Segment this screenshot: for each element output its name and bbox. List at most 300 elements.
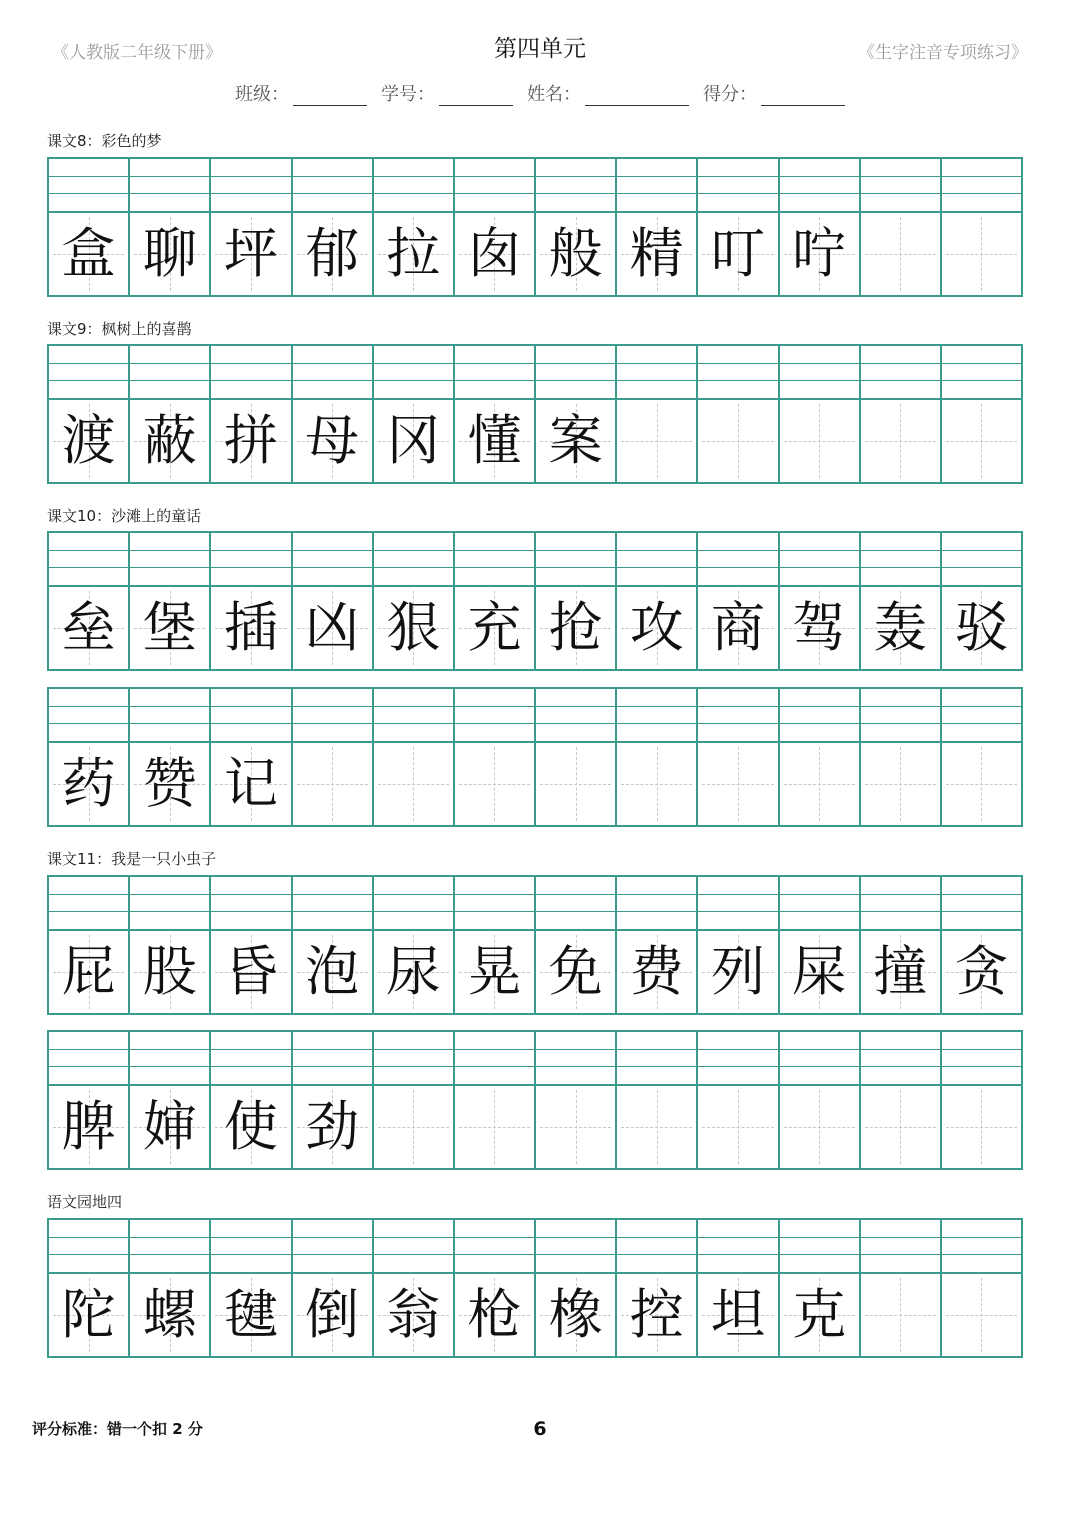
pinyin-lines[interactable] [780,533,859,587]
character-box [211,1274,290,1356]
character-box [942,1274,1021,1356]
pinyin-lines[interactable] [617,1220,696,1274]
character-box [455,931,534,1013]
character: 控 [629,1283,684,1346]
character: 费 [629,940,684,1003]
score-blank[interactable] [761,87,845,106]
grid-cell [372,346,453,482]
writing-grid [47,157,1023,297]
character-box [617,213,696,295]
character-box [617,743,696,825]
character-box [617,1274,696,1356]
grid-cell [372,1032,453,1168]
character: 垒 [61,596,116,659]
grid-cell [209,1032,290,1168]
grid-cell [49,1032,128,1168]
pinyin-lines[interactable] [374,159,453,213]
grid-cell [372,877,453,1013]
character: 昏 [223,940,278,1003]
grid-cell [778,877,859,1013]
info-bar [0,80,1080,106]
character: 攻 [629,596,684,659]
pinyin-lines[interactable] [780,877,859,931]
section-label: 课文8：彩色的梦 [47,132,162,150]
pinyin-lines[interactable] [617,533,696,587]
character-box [49,931,128,1013]
character-box [861,213,940,295]
character-box [374,213,453,295]
character: 精 [629,222,684,285]
grid-cell [778,689,859,825]
grid-cell [696,877,777,1013]
character-box [130,400,209,482]
character-box [861,587,940,669]
character: 抢 [548,596,603,659]
grid-cell [534,877,615,1013]
pinyin-lines[interactable] [617,1032,696,1086]
grid-cell [534,689,615,825]
character: 股 [142,940,197,1003]
pinyin-lines[interactable] [698,1032,777,1086]
character: 冈 [386,409,441,472]
pinyin-lines[interactable] [698,159,777,213]
character: 案 [548,409,603,472]
pinyin-lines[interactable] [617,689,696,743]
character-box [942,400,1021,482]
grid-cell [615,1220,696,1356]
name-blank[interactable] [585,87,689,106]
character-box [455,1274,534,1356]
character: 拼 [223,409,278,472]
character-box [942,213,1021,295]
pinyin-lines[interactable] [49,533,128,587]
character-box [536,1086,615,1168]
character-box [293,931,372,1013]
pinyin-lines[interactable] [536,877,615,931]
grid-cell [209,533,290,669]
pinyin-lines[interactable] [374,533,453,587]
pinyin-lines[interactable] [861,346,940,400]
grid-cell [940,159,1021,295]
pinyin-lines[interactable] [455,159,534,213]
pinyin-lines[interactable] [780,346,859,400]
pinyin-lines[interactable] [617,877,696,931]
grid-cell [534,1220,615,1356]
pinyin-lines[interactable] [536,1220,615,1274]
grid-cell [453,689,534,825]
character-box [49,213,128,295]
grid-cell [940,533,1021,669]
pinyin-lines[interactable] [617,346,696,400]
pinyin-lines[interactable] [211,159,290,213]
character: 渡 [61,409,116,472]
pinyin-lines[interactable] [455,346,534,400]
character: 翁 [386,1283,441,1346]
character-box [374,587,453,669]
pinyin-lines[interactable] [698,1220,777,1274]
pinyin-lines[interactable] [698,346,777,400]
name-field [527,80,689,106]
pinyin-lines[interactable] [293,1220,372,1274]
character-box [780,743,859,825]
grid-cell [291,877,372,1013]
character: 商 [710,596,765,659]
grid-cell [453,159,534,295]
grid-cell [291,1032,372,1168]
character: 橡 [548,1283,603,1346]
character: 驳 [954,596,1009,659]
grid-cell [453,533,534,669]
character-box [698,1086,777,1168]
character-box [780,1274,859,1356]
class-blank[interactable] [293,87,367,106]
grid-cell [372,1220,453,1356]
header-right: 《生字注音专项练习》 [858,43,1028,63]
pinyin-lines[interactable] [293,689,372,743]
character: 叮 [710,222,765,285]
pinyin-lines[interactable] [780,1220,859,1274]
pinyin-lines[interactable] [536,159,615,213]
character-box [293,1274,372,1356]
character-box [536,931,615,1013]
pinyin-lines[interactable] [698,877,777,931]
pinyin-lines[interactable] [130,877,209,931]
character: 母 [305,409,360,472]
pinyin-lines[interactable] [293,1032,372,1086]
writing-grid [47,1030,1023,1170]
character: 插 [223,596,278,659]
grid-cell [291,1220,372,1356]
pinyin-lines[interactable] [374,1032,453,1086]
character-box [698,931,777,1013]
grid-cell [49,689,128,825]
character-box [861,1274,940,1356]
pinyin-lines[interactable] [130,346,209,400]
pinyin-lines[interactable] [49,159,128,213]
pinyin-lines[interactable] [49,877,128,931]
character-box [617,1086,696,1168]
pinyin-lines[interactable] [49,1220,128,1274]
writing-grid [47,875,1023,1015]
pinyin-lines[interactable] [942,689,1021,743]
pinyin-lines[interactable] [942,1032,1021,1086]
pinyin-lines[interactable] [942,1220,1021,1274]
pinyin-lines[interactable] [455,689,534,743]
grid-cell [615,1032,696,1168]
character-box [861,400,940,482]
character: 撞 [873,940,928,1003]
grid-cell [859,346,940,482]
section-label: 课文10：沙滩上的童话 [47,507,202,525]
pinyin-lines[interactable] [455,1220,534,1274]
pinyin-lines[interactable] [698,689,777,743]
character: 咛 [792,222,847,285]
character-box [374,400,453,482]
pinyin-lines[interactable] [698,533,777,587]
character-box [861,931,940,1013]
grid-cell [49,1220,128,1356]
section-label: 课文9：枫树上的喜鹊 [47,320,192,338]
pinyin-lines[interactable] [49,346,128,400]
character: 记 [223,752,278,815]
pinyin-lines[interactable] [130,533,209,587]
writing-grid [47,344,1023,484]
grid-cell [615,346,696,482]
character: 晃 [467,940,522,1003]
character: 轰 [873,596,928,659]
character-box [698,743,777,825]
grid-cell [453,1032,534,1168]
grid-cell [696,346,777,482]
grid-cell [940,877,1021,1013]
grid-cell [209,689,290,825]
grid-cell [778,346,859,482]
character-box [698,400,777,482]
grid-cell [696,533,777,669]
pinyin-lines[interactable] [293,346,372,400]
grid-cell [128,533,209,669]
grid-cell [859,877,940,1013]
character-box [293,213,372,295]
scoring-note: 评分标准：错一个扣 2 分 [32,1420,203,1438]
character: 懂 [467,409,522,472]
grid-cell [696,1220,777,1356]
character-box [130,931,209,1013]
character-box [536,400,615,482]
character: 免 [548,940,603,1003]
character-box [49,400,128,482]
pinyin-lines[interactable] [861,877,940,931]
pinyin-lines[interactable] [536,689,615,743]
pinyin-lines[interactable] [211,877,290,931]
character-box [130,1274,209,1356]
page-number: 6 [533,1418,547,1440]
character-box [698,213,777,295]
pinyin-lines[interactable] [293,877,372,931]
number-blank[interactable] [439,87,513,106]
grid-cell [128,346,209,482]
grid-cell [859,533,940,669]
character-box [293,1086,372,1168]
character-box [536,1274,615,1356]
pinyin-lines[interactable] [211,689,290,743]
grid-cell [372,533,453,669]
grid-cell [859,1032,940,1168]
grid-cell [859,689,940,825]
pinyin-lines[interactable] [130,1032,209,1086]
grid-cell [778,1220,859,1356]
pinyin-lines[interactable] [617,159,696,213]
pinyin-lines[interactable] [861,1032,940,1086]
character-box [374,743,453,825]
grid-cell [291,533,372,669]
grid-cell [534,159,615,295]
character-box [861,743,940,825]
pinyin-lines[interactable] [942,877,1021,931]
pinyin-lines[interactable] [374,1220,453,1274]
character-box [374,931,453,1013]
character-box [293,587,372,669]
character-box [617,587,696,669]
pinyin-lines[interactable] [536,346,615,400]
pinyin-lines[interactable] [942,159,1021,213]
pinyin-lines[interactable] [780,689,859,743]
character: 充 [467,596,522,659]
character: 婶 [142,1095,197,1158]
pinyin-lines[interactable] [455,1032,534,1086]
character-box [780,1086,859,1168]
writing-grid [47,531,1023,671]
character-box [211,743,290,825]
pinyin-lines[interactable] [293,533,372,587]
grid-cell [128,877,209,1013]
character-box [211,587,290,669]
character-box [617,400,696,482]
character-box [536,587,615,669]
character: 赞 [142,752,197,815]
character-box [130,1086,209,1168]
character-box [130,213,209,295]
character-box [780,931,859,1013]
pinyin-lines[interactable] [293,159,372,213]
grid-cell [534,533,615,669]
pinyin-lines[interactable] [49,689,128,743]
character: 蔽 [142,409,197,472]
character: 凶 [305,596,360,659]
number-field [381,80,513,106]
character-box [211,213,290,295]
character-box [49,587,128,669]
character-box [536,213,615,295]
grid-cell [209,159,290,295]
pinyin-lines[interactable] [211,533,290,587]
pinyin-lines[interactable] [374,877,453,931]
grid-cell [291,346,372,482]
header-left: 《人教版二年级下册》 [52,43,222,63]
pinyin-lines[interactable] [536,1032,615,1086]
pinyin-lines[interactable] [455,877,534,931]
grid-cell [209,346,290,482]
character-box [293,743,372,825]
character-box [698,1274,777,1356]
character-box [49,1274,128,1356]
pinyin-lines[interactable] [861,1220,940,1274]
character: 克 [792,1283,847,1346]
grid-cell [534,1032,615,1168]
character: 囱 [467,222,522,285]
section-label: 语文园地四 [47,1193,123,1211]
character: 坦 [710,1283,765,1346]
grid-cell [291,159,372,295]
character-box [780,213,859,295]
character: 使 [223,1095,278,1158]
pinyin-lines[interactable] [374,689,453,743]
character: 贪 [954,940,1009,1003]
character-box [130,587,209,669]
grid-cell [128,1220,209,1356]
grid-cell [372,159,453,295]
pinyin-lines[interactable] [211,1220,290,1274]
pinyin-lines[interactable] [211,1032,290,1086]
character: 狠 [386,596,441,659]
character: 枪 [467,1283,522,1346]
character: 倒 [305,1283,360,1346]
pinyin-lines[interactable] [861,159,940,213]
grid-cell [615,877,696,1013]
pinyin-lines[interactable] [861,689,940,743]
pinyin-lines[interactable] [861,533,940,587]
character: 屎 [792,940,847,1003]
pinyin-lines[interactable] [536,533,615,587]
character: 螺 [142,1283,197,1346]
character-box [49,743,128,825]
grid-cell [453,1220,534,1356]
section-label: 课文11：我是一只小虫子 [47,850,217,868]
grid-cell [49,346,128,482]
pinyin-lines[interactable] [455,533,534,587]
grid-cell [372,689,453,825]
grid-cell [534,346,615,482]
character-box [374,1274,453,1356]
pinyin-lines[interactable] [130,159,209,213]
pinyin-lines[interactable] [130,689,209,743]
character-box [455,213,534,295]
character-box [211,400,290,482]
character-box [130,743,209,825]
character: 脾 [61,1095,116,1158]
character-box [942,931,1021,1013]
pinyin-lines[interactable] [374,346,453,400]
writing-grid [47,1218,1023,1358]
character-box [455,400,534,482]
character: 劲 [305,1095,360,1158]
grid-cell [940,689,1021,825]
writing-grid [47,687,1023,827]
character-box [942,587,1021,669]
pinyin-lines[interactable] [780,1032,859,1086]
character: 泡 [305,940,360,1003]
character-box [455,587,534,669]
pinyin-lines[interactable] [942,533,1021,587]
pinyin-lines[interactable] [49,1032,128,1086]
character-box [211,1086,290,1168]
pinyin-lines[interactable] [780,159,859,213]
character-box [617,931,696,1013]
grid-cell [859,1220,940,1356]
character: 陀 [61,1283,116,1346]
grid-cell [209,877,290,1013]
grid-cell [696,159,777,295]
class-label: 班级： [235,84,289,105]
grid-cell [940,346,1021,482]
grid-cell [615,533,696,669]
character: 拉 [386,222,441,285]
grid-cell [859,159,940,295]
character: 盒 [61,222,116,285]
pinyin-lines[interactable] [942,346,1021,400]
grid-cell [128,689,209,825]
name-label: 姓名： [527,84,581,105]
grid-cell [940,1032,1021,1168]
pinyin-lines[interactable] [211,346,290,400]
grid-cell [778,1032,859,1168]
score-label: 得分： [703,84,757,105]
grid-cell [453,877,534,1013]
character: 郁 [305,222,360,285]
character: 般 [548,222,603,285]
grid-cell [778,159,859,295]
pinyin-lines[interactable] [130,1220,209,1274]
